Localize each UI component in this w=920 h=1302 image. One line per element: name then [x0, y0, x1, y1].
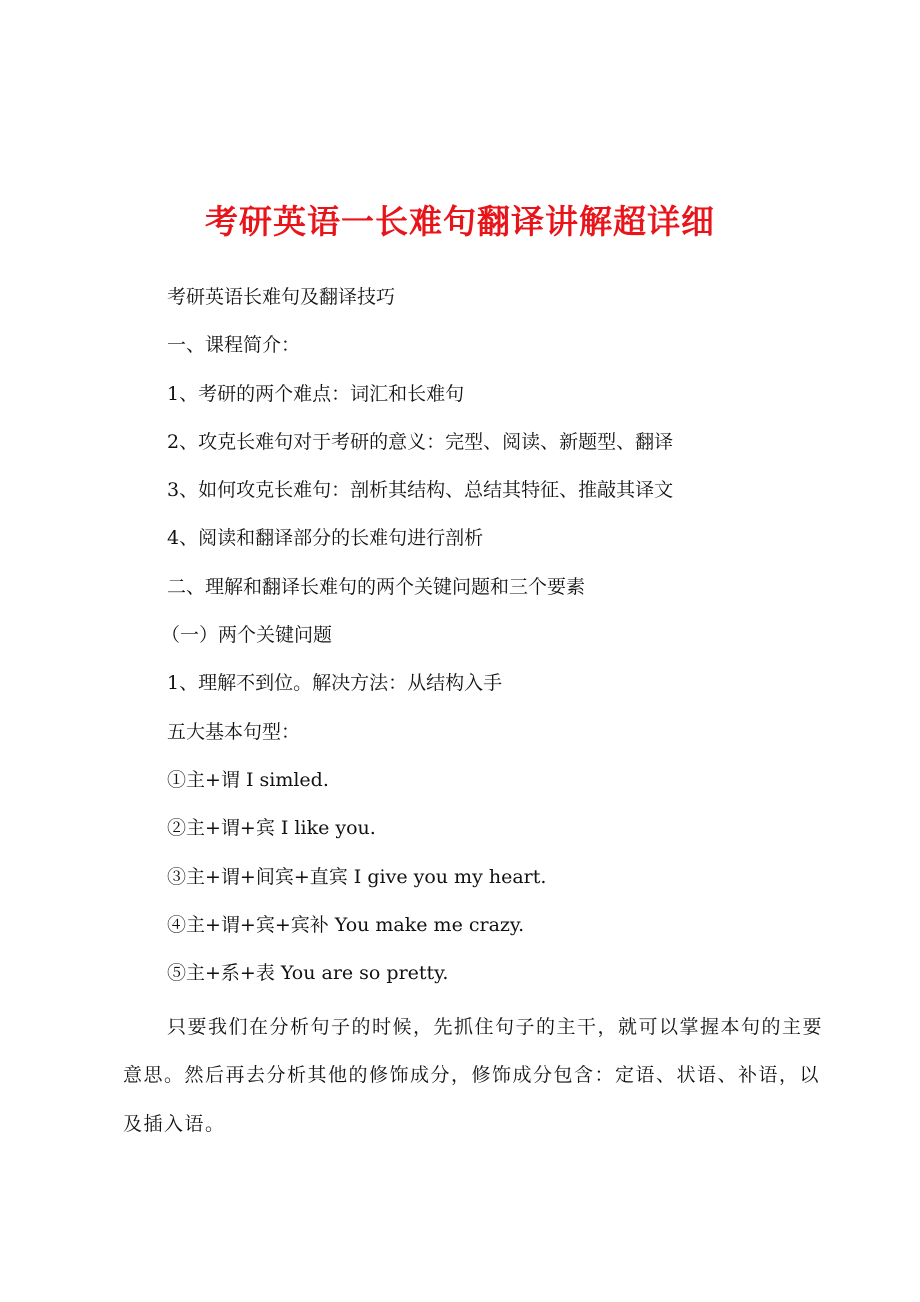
section-heading: 二、理解和翻译长难句的两个关键问题和三个要素 — [167, 575, 586, 598]
sentence-pattern: ②主+谓+宾 I like you. — [167, 817, 376, 840]
section-heading: 一、课程简介： — [167, 334, 301, 357]
sentence-pattern: ④主+谓+宾+宾补 You make me crazy. — [167, 913, 525, 936]
list-item: 2、攻克长难句对于考研的意义：完型、阅读、新题型、翻译 — [167, 430, 674, 453]
sentence-pattern: ③主+谓+间宾+直宾 I give you my heart. — [167, 865, 547, 888]
document-title: 考研英语一长难句翻译讲解超详细 — [205, 202, 715, 241]
list-heading: 五大基本句型： — [167, 720, 301, 743]
list-item: 1、理解不到位。解决方法：从结构入手 — [167, 672, 503, 695]
list-item: 3、如何攻克长难句：剖析其结构、总结其特征、推敲其译文 — [167, 479, 674, 502]
subtitle: 考研英语长难句及翻译技巧 — [167, 286, 396, 308]
body-paragraph: 只要我们在分析句子的时候，先抓住句子的主干，就可以掌握本句的主要意思。然后再去分析其他的修饰成分，修饰成分包含：定语、状语、补语，以及插入语。 — [123, 1016, 824, 1135]
list-item: 4、阅读和翻译部分的长难句进行剖析 — [167, 527, 484, 550]
sentence-pattern: ⑤主+系+表 You are so pretty. — [167, 962, 449, 985]
list-item: 1、考研的两个难点：词汇和长难句 — [167, 382, 465, 405]
subsection-heading: （一）两个关键问题 — [161, 624, 333, 647]
document-body — [161, 283, 674, 1007]
sentence-pattern: ①主+谓 I simled. — [167, 768, 329, 791]
